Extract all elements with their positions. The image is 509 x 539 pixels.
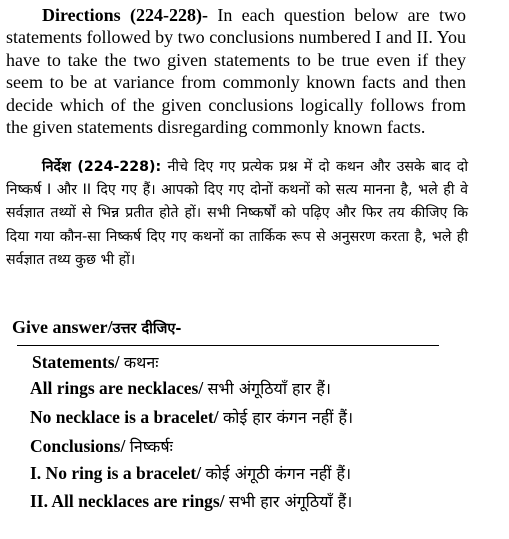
statements-heading-hi: कथनः [123,353,159,372]
statements-heading [32,351,158,373]
give-answer-en: Give answer/ [12,317,113,337]
give-answer-label [12,317,181,338]
conclusions-heading-hi: निष्कर्षः [129,437,173,456]
statement-1-en: All rings are necklaces/ [30,378,208,398]
directions-heading: Directions (224-228)- [42,5,208,25]
statements-heading-en: Statements/ [32,352,124,372]
divider-line [17,345,439,346]
conclusion-1-hi: कोई अंगूठी कंगन नहीं हैं। [205,464,352,483]
statement-2-en: No necklace is a bracelet/ [30,407,223,427]
conclusion-1-en: I. No ring is a bracelet/ [30,463,206,483]
hindi-directions-text: नीचे दिए गए प्रत्येक प्रश्न में दो कथन और उसके बाद दो निष्कर्ष I और II दिए गए हैं। आपको दिए गए दोनों कथनों को सत्य मानना है, भले ही वे सर्वज्ञात तथ्यों से भिन्न प्रतीत होते हों। सभी निष्कर्षों को पढ़िए और फिर तय कीजिए कि दिया गया कौन-सा निष्कर्ष दिए गए कथनों का तार्किक रूप से अनुसरण करता है, भले ही सर्वज्ञात तथ्य कुछ भी हों। [6,159,468,268]
conclusions-heading [30,435,173,457]
statement-1-hi: सभी अंगूठियाँ हार हैं। [207,379,331,398]
give-answer-hi: उत्तर दीजिए- [112,321,182,337]
hindi-directions-heading: निर्देश (224-228): [42,159,162,175]
statement-2-hi: कोई हार कंगन नहीं हैं। [222,408,354,427]
statement-2 [30,406,353,428]
conclusion-1 [30,462,351,484]
directions-text: In each question below are two statements followed by two conclusions numbered I and II. You have to take the two given statements to be true even if they seem to be at variance from commonly known facts and then decide which of the given conclusions logically follows from the given statements disregarding commonly known facts. [6,5,466,138]
hindi-directions [6,156,468,272]
conclusion-2-hi: सभी हार अंगूठियाँ हैं। [228,492,353,511]
english-directions [6,4,466,138]
conclusion-2-en: II. All necklaces are rings/ [30,491,229,511]
conclusions-heading-en: Conclusions/ [30,436,130,456]
statement-1 [30,377,331,399]
conclusion-2 [30,490,352,512]
